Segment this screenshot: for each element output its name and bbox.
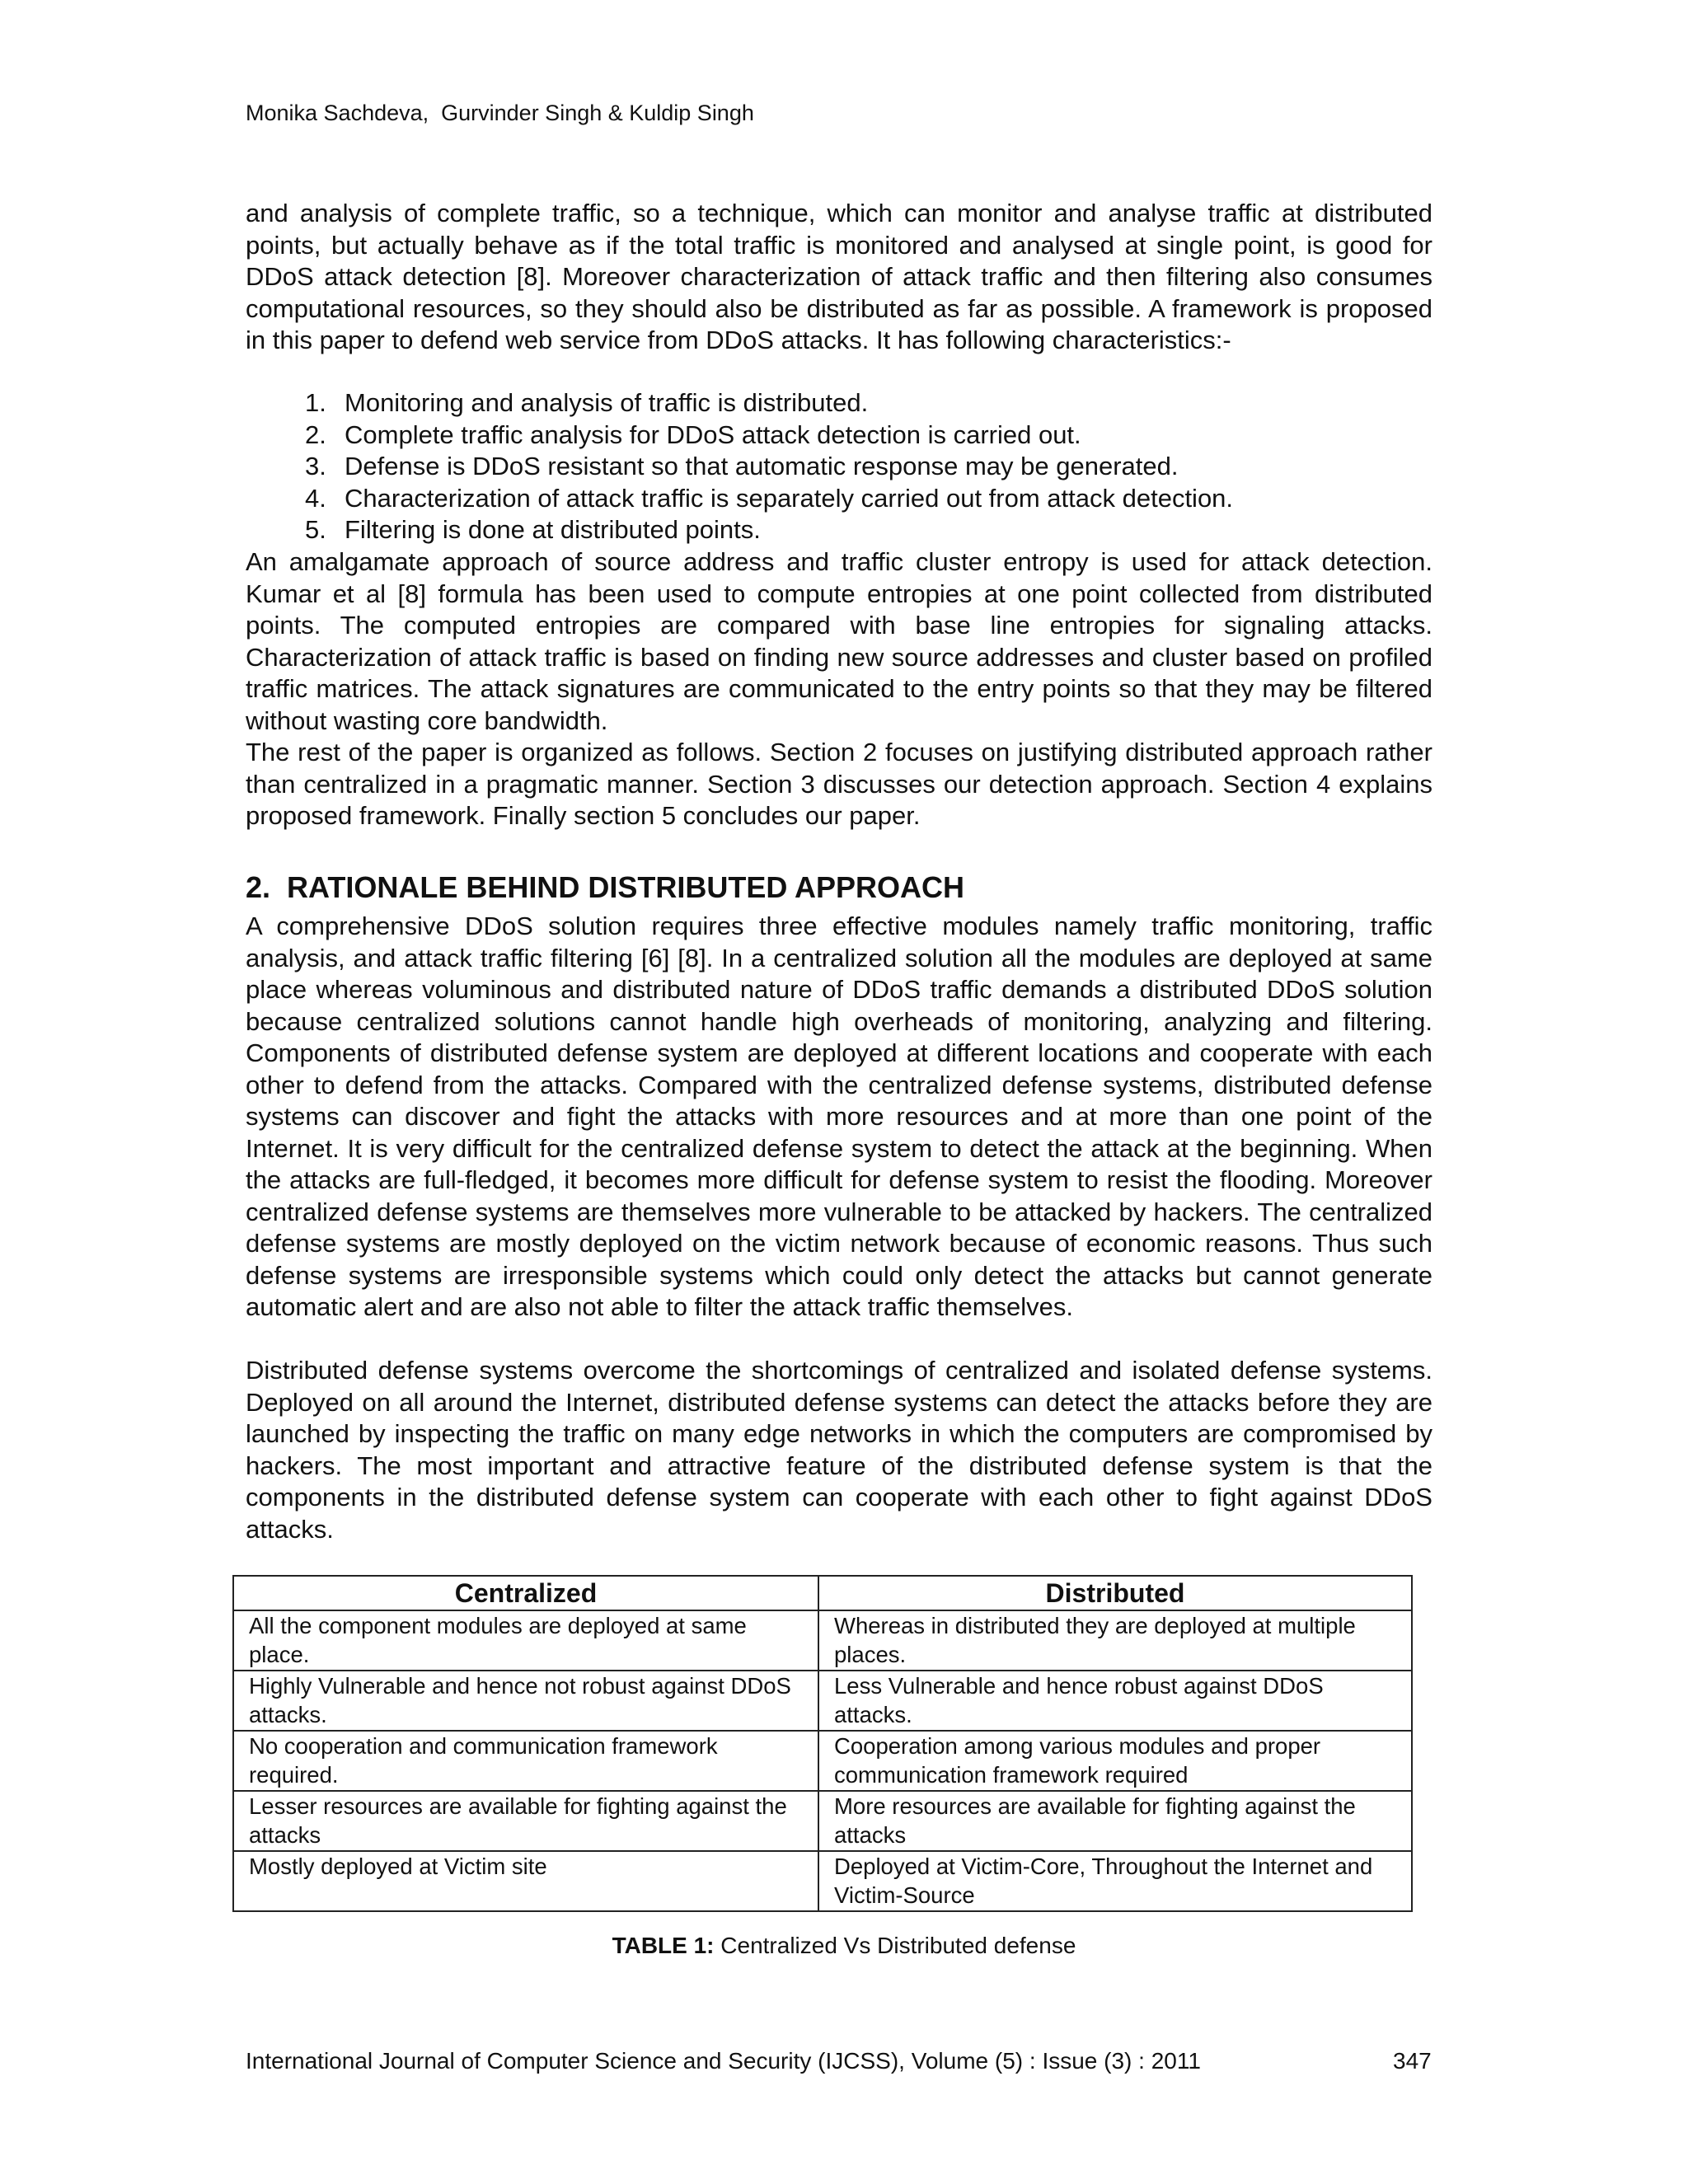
approach-paragraph: An amalgamate approach of source address and traffic cluster entropy is used for attack detection. Kumar et al [8] formula has been used to compute entropies at one point collected from distributed points. The computed entropies are compared with base line entropies for signaling attacks. Characterization of attack traffic is based on finding new source addresses and cluster based on profiled traffic matrices. The attack signatures are communicated to the entry points so that they may be filtered without wasting core bandwidth.	[246, 547, 1432, 735]
table-caption-label: TABLE 1:	[612, 1933, 715, 1958]
table-cell: All the component modules are deployed at same place.	[233, 1610, 818, 1671]
organization-paragraph: The rest of the paper is organized as follows. Section 2 focuses on justifying distributed approach rather than centralized in a pragmatic manner. Section 3 discusses our detection approach. Section 4 explains proposed framework. Finally section 5 concludes our paper.	[246, 738, 1432, 830]
list-item-text: Monitoring and analysis of traffic is distributed.	[345, 388, 869, 417]
table-cell: No cooperation and communication framework required.	[233, 1731, 818, 1791]
intro-paragraph: and analysis of complete traffic, so a technique, which can monitor and analyse traffic at distributed points, but actually behave as if the total traffic is monitored and analysed at single point, is good for DDoS attack detection [8]. Moreover characterization of attack traffic and then filtering also consumes computational resources, so they should also be distributed as far as possible. A framework is proposed in this paper to defend web service from DDoS attacks. It has following characteristics:-	[246, 199, 1432, 354]
table-cell: Whereas in distributed they are deployed at multiple places.	[818, 1610, 1412, 1671]
section-heading: 2. RATIONALE BEHIND DISTRIBUTED APPROACH	[246, 870, 965, 904]
footer-journal: International Journal of Computer Science and Security (IJCSS), Volume (5) : Issue (3) : 2011	[246, 2048, 1201, 2074]
list-item	[305, 419, 1434, 452]
list-number: 4.	[305, 483, 326, 513]
comparison-table	[232, 1575, 1413, 1912]
list-item	[305, 514, 1434, 546]
rationale-paragraph: A comprehensive DDoS solution requires three effective modules namely traffic monitoring, traffic analysis, and attack traffic filtering [6] [8]. In a centralized solution all the modules are deployed at same place whereas voluminous and distributed nature of DDoS traffic demands a distributed DDoS solution because centralized solutions cannot handle high overheads of monitoring, analyzing and filtering. Components of distributed defense system are deployed at different locations and cooperate with each other to defend from the attacks. Compared with the centralized defense systems, distributed defense systems can discover and fight the attacks with more resources and at more than one point of the Internet. It is very difficult for the centralized defense system to detect the attack at the beginning. When the attacks are full-fledged, it becomes more difficult for defense system to resist the flooding. Moreover centralized defense systems are themselves more vulnerable to be attacked by hackers. The centralized defense systems are mostly deployed on the victim network because of economic reasons. Thus such defense systems are irresponsible systems which could only detect the attacks but cannot generate automatic alert and are also not able to filter the attack traffic themselves.	[246, 912, 1432, 1321]
table-row	[233, 1791, 1412, 1851]
list-number: 1.	[305, 388, 326, 417]
table-cell: Less Vulnerable and hence robust against DDoS attacks.	[818, 1671, 1412, 1731]
table-cell: Deployed at Victim-Core, Throughout the Internet and Victim-Source	[818, 1851, 1412, 1911]
list-number: 2.	[305, 419, 326, 449]
list-number: 3.	[305, 452, 326, 480]
table-cell: Highly Vulnerable and hence not robust against DDoS attacks.	[233, 1671, 818, 1731]
table-row	[233, 1851, 1412, 1911]
table-caption-text: Centralized Vs Distributed defense	[714, 1933, 1076, 1958]
table-cell: Cooperation among various modules and proper communication framework required	[818, 1731, 1412, 1791]
list-item-text: Filtering is done at distributed points.	[345, 515, 761, 544]
list-number: 5.	[305, 515, 326, 544]
list-item-text: Defense is DDoS resistant so that automatic response may be generated.	[345, 452, 1179, 480]
table-cell: Mostly deployed at Victim site	[233, 1851, 818, 1911]
list-item-text: Characterization of attack traffic is separately carried out from attack detection.	[345, 483, 1234, 513]
table-caption	[0, 1932, 1688, 1960]
table-header-cell: Distributed	[818, 1576, 1412, 1610]
table-header-row	[233, 1576, 1412, 1610]
table-row	[233, 1731, 1412, 1791]
page-number: 347	[1393, 2048, 1432, 2074]
table-header-cell: Centralized	[233, 1576, 818, 1610]
list-item	[305, 387, 1434, 419]
characteristics-list	[305, 387, 1434, 546]
list-item-text: Complete traffic analysis for DDoS attack detection is carried out.	[345, 419, 1081, 449]
list-item	[305, 483, 1434, 515]
table-row	[233, 1610, 1412, 1671]
table-cell: More resources are available for fighting against the attacks	[818, 1791, 1412, 1851]
table-row	[233, 1671, 1412, 1731]
running-header-authors: Monika Sachdeva, Gurvinder Singh & Kuldip Singh	[246, 101, 754, 125]
list-item	[305, 451, 1434, 483]
table-cell: Lesser resources are available for fighting against the attacks	[233, 1791, 818, 1851]
distributed-paragraph: Distributed defense systems overcome the shortcomings of centralized and isolated defense systems. Deployed on all around the Internet, distributed defense systems can detect the attacks before they are launched by inspecting the traffic on many edge networks in which the computers are compromised by hackers. The most important and attractive feature of the distributed defense system is that the components in the distributed defense system can cooperate with each other to fight against DDoS attacks.	[246, 1356, 1432, 1544]
